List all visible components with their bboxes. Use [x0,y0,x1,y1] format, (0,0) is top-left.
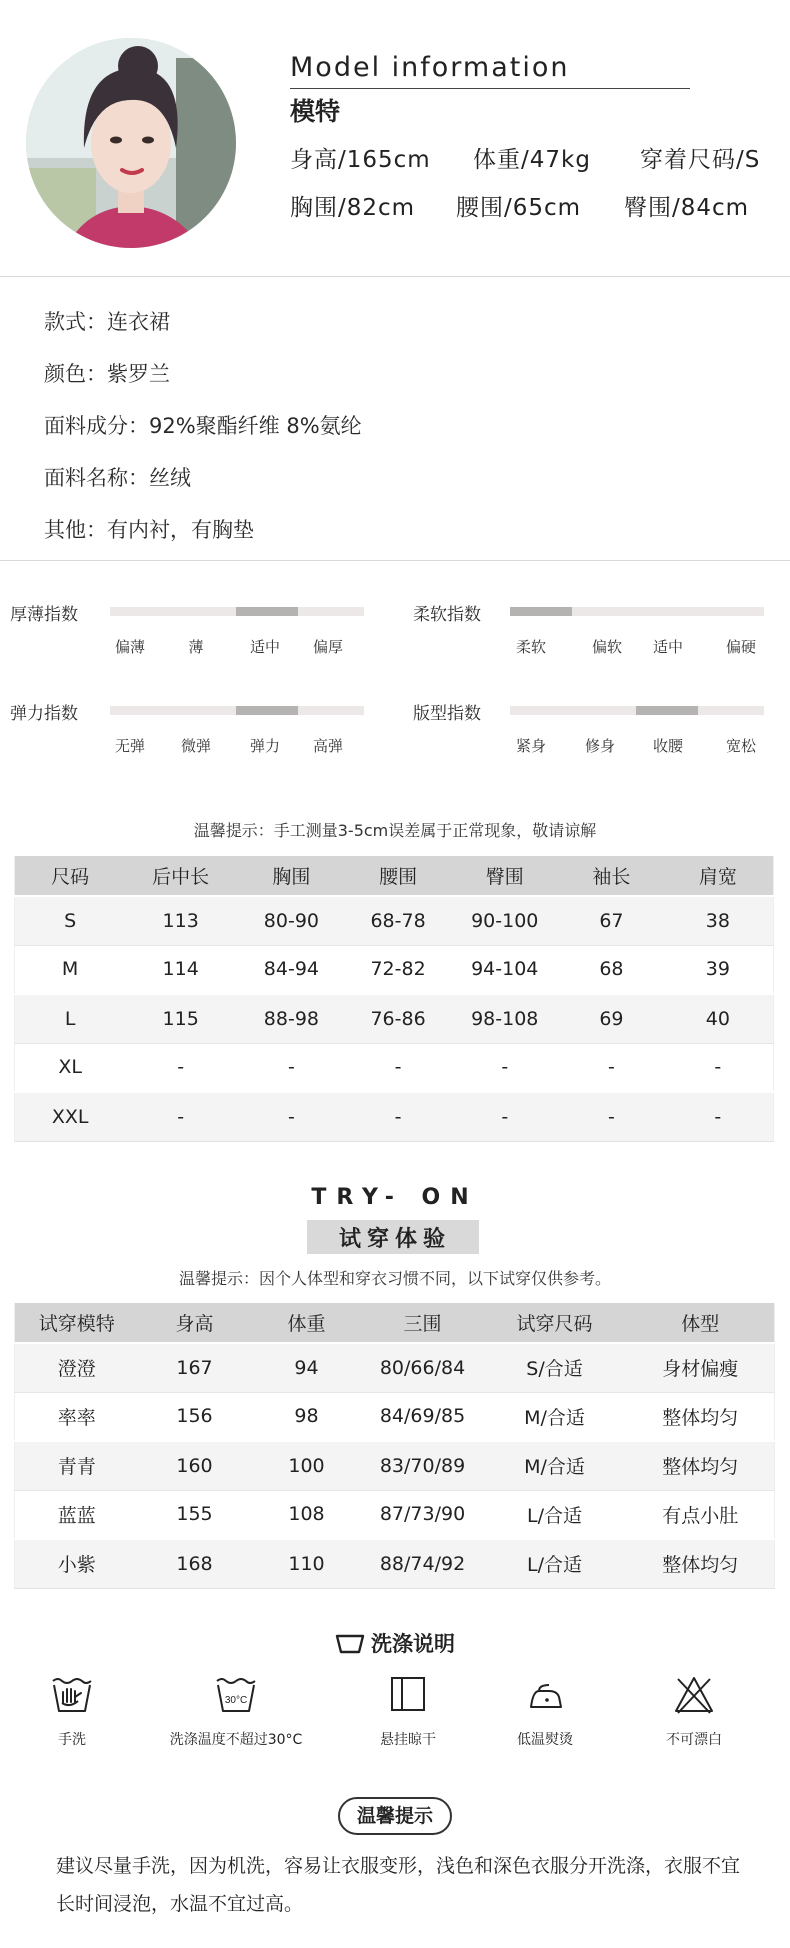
index-label: 紧身 [515,737,546,755]
product-color: 颜色：紫罗兰 [44,362,170,386]
table-cell: 115 [125,994,236,1043]
table-cell: 100 [251,1441,363,1490]
table-cell: S/合适 [483,1343,627,1392]
model-waist: 腰围/65cm [456,195,582,221]
index-label: 偏软 [591,638,622,656]
index-label: 收腰 [652,737,683,755]
product-composition: 面料成分：92%聚酯纤维 8%氨纶 [44,414,362,438]
index-label: 偏薄 [114,638,145,656]
reminder-title: 温馨提示 [338,1797,452,1835]
table-cell: XXL [15,1092,126,1141]
table-cell: 84/69/85 [363,1392,483,1441]
no-bleach-icon [672,1675,716,1715]
size-row [15,1043,774,1092]
table-cell: XL [15,1043,126,1092]
hand-wash-icon [50,1675,94,1715]
table-cell: 168 [139,1539,251,1588]
table-cell: 80-90 [236,896,347,945]
size-tip: 温馨提示：手工测量3-5cm误差属于正常现象，敬请谅解 [193,821,597,840]
tryon-title-en: TRY- ON [311,1185,479,1210]
index-label: 偏硬 [725,638,756,656]
wash-label: 手洗 [58,1732,86,1748]
column-header: 后中长 [125,856,236,896]
index-label: 高弹 [312,737,343,755]
table-cell: 整体均匀 [627,1441,775,1490]
table-cell: 67 [560,896,663,945]
table-cell: M/合适 [483,1441,627,1490]
wash-30-icon [214,1675,258,1715]
table-cell: 88/74/92 [363,1539,483,1588]
table-cell: 72-82 [347,945,450,994]
table-cell: 澄澄 [15,1343,139,1392]
table-cell: 80/66/84 [363,1343,483,1392]
table-cell: 68 [560,945,663,994]
size-row [15,1092,774,1141]
hang-dry-icon [386,1675,430,1715]
column-header: 试穿尺码 [483,1303,627,1343]
table-cell: 84-94 [236,945,347,994]
index-title: 版型指数 [413,704,481,724]
table-cell: - [663,1043,774,1092]
wash-item-hang [328,1675,488,1749]
size-row [15,945,774,994]
model-size: 穿着尺码/S [640,147,761,173]
table-cell: - [236,1092,347,1141]
table-cell: 40 [663,994,774,1043]
table-cell: 青青 [15,1441,139,1490]
tryon-table [14,1303,775,1589]
table-cell: M/合适 [483,1392,627,1441]
table-cell: 156 [139,1392,251,1441]
index-label: 微弹 [180,737,211,755]
product-style: 款式：连衣裙 [44,310,170,334]
table-header-row [15,1303,775,1343]
index-label: 宽松 [725,737,756,755]
table-cell: - [560,1092,663,1141]
table-cell: 113 [125,896,236,945]
index-label: 薄 [188,638,204,656]
column-header: 三围 [363,1303,483,1343]
model-info-section [0,0,790,276]
table-cell: 160 [139,1441,251,1490]
column-header: 试穿模特 [15,1303,139,1343]
table-header-row [15,856,774,896]
table-cell: 114 [125,945,236,994]
table-cell: 88-98 [236,994,347,1043]
index-title: 弹力指数 [10,704,78,724]
table-cell: - [347,1092,450,1141]
wash-item-30 [156,1675,316,1749]
table-cell: 68-78 [347,896,450,945]
model-title-cn: 模特 [290,97,341,126]
index-track [510,607,764,616]
index-title: 柔软指数 [413,605,481,625]
title-underline [290,88,690,89]
model-title-en: Model information [290,52,570,83]
index-title: 厚薄指数 [10,605,78,625]
column-header: 臀围 [449,856,560,896]
tryon-row [15,1343,775,1392]
divider [0,560,790,561]
column-header: 尺码 [15,856,126,896]
index-selected-segment [236,706,298,715]
table-cell: 98 [251,1392,363,1441]
table-cell: 94-104 [449,945,560,994]
table-cell: 率率 [15,1392,139,1441]
column-header: 袖长 [560,856,663,896]
reminder-text: 建议尽量手洗，因为机洗，容易让衣服变形，浅色和深色衣服分开洗涤，衣服不宜长时间浸泡，水温不宜过高。 [56,1855,741,1915]
product-fabric: 面料名称：丝绒 [44,466,191,490]
index-label: 适中 [249,638,280,656]
size-table [14,856,774,1142]
index-track [510,706,764,715]
index-label: 柔软 [515,638,546,656]
wash-item-bleach [614,1675,774,1749]
table-cell: 39 [663,945,774,994]
tryon-row [15,1539,775,1588]
tryon-row [15,1392,775,1441]
table-cell: - [663,1092,774,1141]
table-cell: 69 [560,994,663,1043]
table-cell: M [15,945,126,994]
model-bust: 胸围/82cm [290,195,416,221]
table-cell: - [560,1043,663,1092]
tryon-row [15,1441,775,1490]
table-cell: 整体均匀 [627,1392,775,1441]
index-selected-segment [510,607,572,616]
table-cell: 小紫 [15,1539,139,1588]
low-iron-icon [523,1675,567,1715]
column-header: 胸围 [236,856,347,896]
model-height: 身高/165cm [290,147,431,173]
table-cell: 90-100 [449,896,560,945]
table-cell: - [449,1092,560,1141]
wash-temp-text: 30°C [224,1695,248,1706]
washing-title-text: 洗涤说明 [371,1632,455,1656]
size-row [15,994,774,1043]
tryon-row [15,1490,775,1539]
index-track [110,706,364,715]
table-cell: 98-108 [449,994,560,1043]
wash-item-hand [0,1675,152,1749]
column-header: 体重 [251,1303,363,1343]
table-cell: 94 [251,1343,363,1392]
table-cell: 155 [139,1490,251,1539]
table-cell: 整体均匀 [627,1539,775,1588]
model-hip: 臀围/84cm [624,195,750,221]
table-cell: - [125,1043,236,1092]
table-cell: - [125,1092,236,1141]
table-cell: 76-86 [347,994,450,1043]
divider [0,276,790,277]
washing-title [0,1628,790,1658]
table-cell: 110 [251,1539,363,1588]
column-header: 身高 [139,1303,251,1343]
index-selected-segment [636,706,698,715]
index-selected-segment [236,607,298,616]
wash-item-iron [465,1675,625,1749]
wash-label: 不可漂白 [666,1732,722,1748]
table-cell: L/合适 [483,1539,627,1588]
column-header: 肩宽 [663,856,774,896]
table-cell: - [449,1043,560,1092]
wash-label: 洗涤温度不超过30°C [169,1732,303,1748]
washbasin-icon [335,1632,365,1654]
table-cell: 108 [251,1490,363,1539]
table-cell: 87/73/90 [363,1490,483,1539]
index-label: 偏厚 [312,638,343,656]
index-label: 弹力 [249,737,280,755]
table-cell: 身材偏瘦 [627,1343,775,1392]
tryon-title-cn: 试穿体验 [338,1227,451,1252]
index-track [110,607,364,616]
table-cell: 38 [663,896,774,945]
wash-label: 悬挂晾干 [380,1732,436,1748]
column-header: 体型 [627,1303,775,1343]
table-cell: 83/70/89 [363,1441,483,1490]
wash-label: 低温熨烫 [517,1732,573,1748]
column-header: 腰围 [347,856,450,896]
table-cell: 蓝蓝 [15,1490,139,1539]
table-cell: 167 [139,1343,251,1392]
index-label: 修身 [584,737,615,755]
table-cell: L/合适 [483,1490,627,1539]
model-photo [26,38,236,248]
tryon-tip: 温馨提示：因个人体型和穿衣习惯不同，以下试穿仅供参考。 [178,1269,611,1288]
table-cell: - [236,1043,347,1092]
model-avatar [26,38,236,248]
model-weight: 体重/47kg [473,147,591,173]
index-label: 适中 [652,638,683,656]
product-other: 其他：有内衬，有胸垫 [44,518,254,542]
index-label: 无弹 [114,737,145,755]
table-cell: - [347,1043,450,1092]
table-cell: 有点小肚 [627,1490,775,1539]
size-row [15,896,774,945]
table-cell: L [15,994,126,1043]
table-cell: S [15,896,126,945]
